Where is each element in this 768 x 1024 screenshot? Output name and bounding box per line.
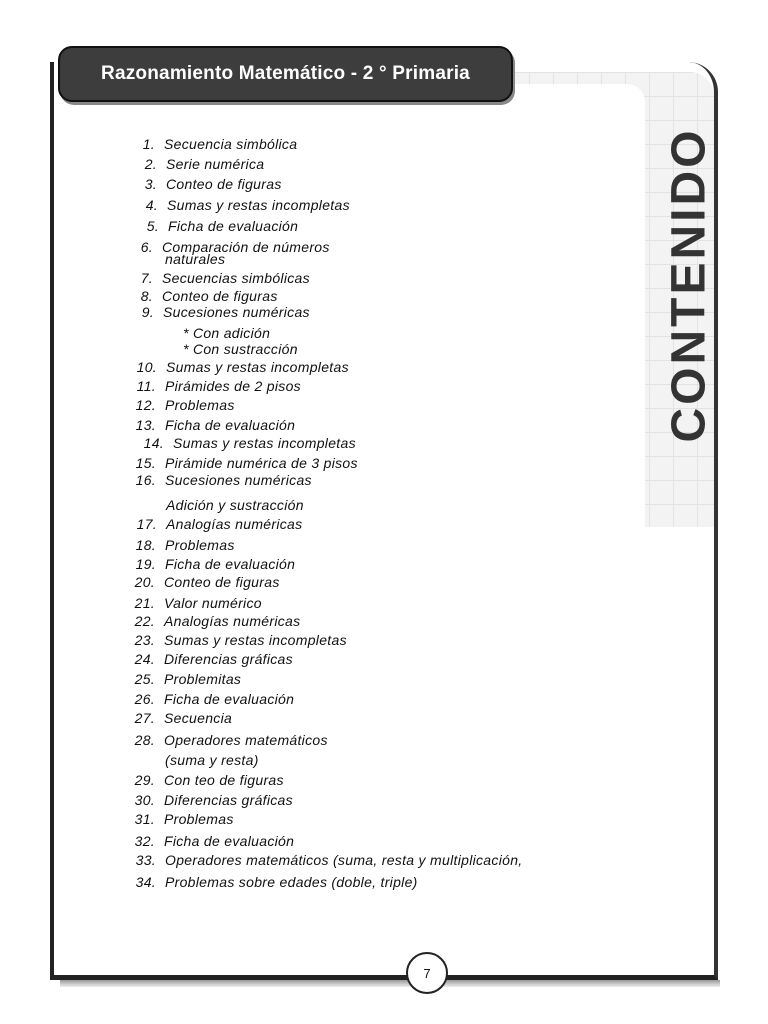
- toc-item-label: * Con sustracción: [183, 341, 298, 357]
- toc-item-number: 7.: [140, 270, 153, 286]
- toc-item-label: Comparación de números: [162, 239, 330, 255]
- toc-item-number: 9.: [141, 304, 154, 320]
- toc-item-number: 27.: [134, 710, 155, 726]
- toc-item: [140, 288, 278, 304]
- toc-item-number: 4.: [145, 197, 158, 213]
- toc-item: [165, 251, 225, 267]
- toc-item-number: 6.: [140, 239, 153, 255]
- toc-item-label: Valor numérico: [164, 595, 262, 611]
- toc-item: [135, 852, 523, 868]
- side-title: CONTENIDO: [662, 127, 716, 443]
- toc-item: [142, 136, 298, 152]
- toc-item-number: 33.: [135, 852, 156, 868]
- toc-item-label: Problemas: [164, 811, 234, 827]
- toc-item: [134, 811, 234, 827]
- toc-item-number: 5.: [146, 218, 159, 234]
- toc-item-label: Ficha de evaluación: [164, 833, 295, 849]
- toc-item: [134, 574, 280, 590]
- toc-item-number: 24.: [134, 651, 155, 667]
- toc-item-number: 19.: [135, 556, 156, 572]
- toc-item-number: 21.: [134, 595, 155, 611]
- toc-item-label: Problemitas: [164, 671, 242, 687]
- toc-item: [134, 772, 284, 788]
- toc-item: [144, 176, 282, 192]
- toc-item-label: Problemas sobre edades (doble, triple): [165, 874, 418, 890]
- page-number: [406, 952, 448, 994]
- toc-item-label: * Con adición: [183, 325, 271, 341]
- toc-item-number: 1.: [142, 136, 155, 152]
- toc-item: [136, 516, 303, 532]
- toc-item: [135, 556, 296, 572]
- toc-item-label: Secuencia: [164, 710, 233, 726]
- toc-item-number: 3.: [144, 176, 157, 192]
- toc-item-number: 8.: [140, 288, 153, 304]
- toc-item-label: Serie numérica: [166, 156, 265, 172]
- toc-item: [136, 359, 349, 375]
- toc-item-label: Sumas y restas incompletas: [167, 197, 350, 213]
- toc-item: [135, 417, 296, 433]
- toc-item: [140, 270, 310, 286]
- toc-item-number: 20.: [134, 574, 155, 590]
- toc-item-label: Analogías numéricas: [164, 613, 301, 629]
- toc-item-number: 10.: [136, 359, 157, 375]
- toc-item-label: Sumas y restas incompletas: [164, 632, 347, 648]
- toc-item-number: 26.: [134, 691, 155, 707]
- toc-item: [135, 874, 418, 890]
- toc-item-label: Operadores matemáticos (suma, resta y multiplicación,: [165, 852, 523, 868]
- toc-item-label: Pirámide numérica de 3 pisos: [165, 455, 358, 471]
- toc-item: [135, 455, 358, 471]
- toc-item-label: Problemas: [165, 537, 235, 553]
- toc-item: [134, 651, 293, 667]
- toc-item: [146, 218, 299, 234]
- page-number-text: 7: [423, 965, 431, 981]
- toc-item-label: Conteo de figuras: [164, 574, 280, 590]
- toc-item: [141, 304, 310, 320]
- toc-item-label: Operadores matemáticos: [164, 732, 328, 748]
- toc-item: [134, 671, 242, 687]
- toc-item-number: 34.: [135, 874, 156, 890]
- toc-item-label: Ficha de evaluación: [165, 556, 296, 572]
- toc-item-number: 2.: [144, 156, 157, 172]
- toc-item-label: Pirámides de 2 pisos: [165, 378, 301, 394]
- toc-item-label: Sumas y restas incompletas: [173, 435, 356, 451]
- toc-item-number: 16.: [135, 472, 156, 488]
- toc-item: [143, 435, 356, 451]
- toc-item: [166, 497, 304, 513]
- toc-item-label: Ficha de evaluación: [164, 691, 295, 707]
- toc-item: [134, 710, 233, 726]
- toc-item-number: 22.: [134, 613, 155, 629]
- toc-item: [135, 537, 235, 553]
- toc-item: [144, 156, 265, 172]
- toc-item-label: Con teo de figuras: [164, 772, 284, 788]
- toc-item: [134, 613, 301, 629]
- toc-item-number: 13.: [135, 417, 156, 433]
- toc-item-number: 18.: [135, 537, 156, 553]
- toc-item-label: Secuencia simbólica: [164, 136, 298, 152]
- toc-item: [135, 397, 235, 413]
- toc-item-number: 28.: [134, 732, 155, 748]
- toc-item: [135, 472, 312, 488]
- toc-item-label: Sumas y restas incompletas: [166, 359, 349, 375]
- toc-item: [134, 632, 347, 648]
- toc-item-number: 29.: [134, 772, 155, 788]
- toc-item-number: 31.: [134, 811, 155, 827]
- toc-item-number: 15.: [135, 455, 156, 471]
- toc-item: [145, 197, 350, 213]
- toc-item: [134, 792, 293, 808]
- toc-item-number: 17.: [136, 516, 157, 532]
- toc-item-label: Adición y sustracción: [166, 497, 304, 513]
- toc-item-label: (suma y resta): [165, 752, 259, 768]
- toc-item: [183, 325, 270, 341]
- toc-item: [134, 833, 295, 849]
- toc-item-number: 12.: [135, 397, 156, 413]
- toc-item-label: Problemas: [165, 397, 235, 413]
- toc-item-label: Sucesiones numéricas: [163, 304, 310, 320]
- toc-item: [134, 732, 328, 748]
- toc-item: [165, 752, 259, 768]
- toc-item-number: 23.: [134, 632, 155, 648]
- toc-item-label: Conteo de figuras: [166, 176, 282, 192]
- toc-item-number: 14.: [143, 435, 164, 451]
- toc-item: [134, 595, 262, 611]
- toc-item-label: Ficha de evaluación: [165, 417, 296, 433]
- toc-item-label: Analogías numéricas: [166, 516, 303, 532]
- toc-item-number: 25.: [134, 671, 155, 687]
- toc-item-label: naturales: [165, 251, 226, 267]
- toc-item-label: Conteo de figuras: [162, 288, 278, 304]
- toc-item: [183, 341, 298, 357]
- toc-item: [134, 691, 295, 707]
- toc-item-number: 11.: [136, 378, 156, 394]
- page-title: Razonamiento Matemático - 2 ° Primaria: [101, 63, 470, 84]
- toc-item-label: Diferencias gráficas: [164, 651, 293, 667]
- toc-item-label: Secuencias simbólicas: [162, 270, 310, 286]
- toc-item-label: Ficha de evaluación: [168, 218, 299, 234]
- toc-item-number: 32.: [134, 833, 155, 849]
- toc-item: [136, 378, 301, 394]
- toc-item-label: Sucesiones numéricas: [165, 472, 312, 488]
- toc-item-label: Diferencias gráficas: [164, 792, 293, 808]
- toc-item-number: 30.: [134, 792, 155, 808]
